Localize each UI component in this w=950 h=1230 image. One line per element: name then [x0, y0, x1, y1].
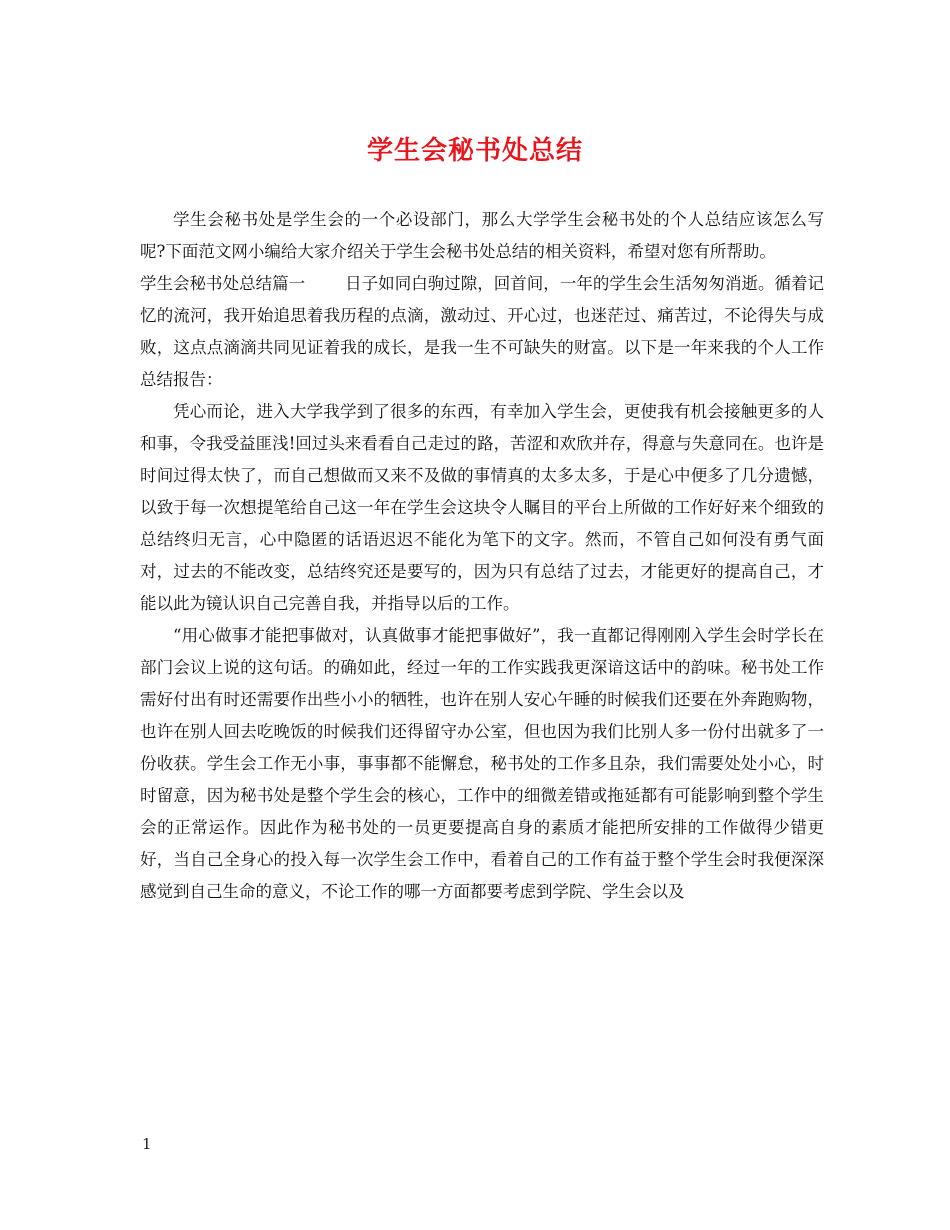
intro-paragraph: 学生会秘书处是学生会的一个必设部门，那么大学学生会秘书处的个人总结应该怎么写呢?下面范文网小编给大家介绍关于学生会秘书处总结的相关资料，希望对您有所帮助。 [140, 210, 824, 261]
section-heading: 学生会秘书处总结篇一 [140, 274, 306, 293]
document-title: 学生会秘书处总结 [366, 136, 583, 166]
body-paragraph-1: 凭心而论，进入大学我学到了很多的东西，有幸加入学生会，更使我有机会接触更多的人和事，令我受益匪浅!回过头来看看自己走过的路，苦涩和欢欣并存，得意与失意同在。也许是时间过得太快了，而自己想做而又来不及做的事情真的太多太多，于是心中便多了几分遗憾，以致于每一次想提笔给自己这一年在学生会这块令人瞩目的平台上所做的工作好好来个细致的总结终归无言，心中隐匿的话语迟迟不能化为笔下的文字。然而，不管自己如何没有勇气面对，过去的不能改变，总结终究还是要写的，因为只有总结了过去，才能更好的提高自己，才能以此为镜认识自己完善自我，并指导以后的工作。 [140, 402, 824, 613]
section-lead-text: 日子如同白驹过隙，回首间，一年的学生会生活匆匆消逝。循着记忆的流河，我开始追思着我历程的点滴，激动过、开心过，也迷茫过、痛苦过，不论得失与成败，这点点滴滴共同见证着我的成长，是我一生不可缺失的财富。以下是一年来我的个人工作总结报告： [140, 274, 825, 389]
body-paragraph-2: “用心做事才能把事做对，认真做事才能把事做好”，我一直都记得刚刚入学生会时学长在部门会议上说的这句话。的确如此，经过一年的工作实践我更深谙这话中的韵味。秘书处工作需好付出有时还需要作出些小小的牺牲，也许在别人安心午睡的时候我们还要在外奔跑购物，也许在别人回去吃晚饭的时候我们还得留守办公室，但也因为我们比别人多一份付出就多了一份收获。学生会工作无小事，事事都不能懈怠，秘书处的工作多且杂，我们需要处处小心，时时留意，因为秘书处是整个学生会的核心，工作中的细微差错或拖延都有可能影响到整个学生会的正常运作。因此作为秘书处的一员更要提高自身的素质才能把所安排的工作做得少错更好，当自己全身心的投入每一次学生会工作中，看着自己的工作有益于整个学生会时我便深深感觉到自己生命的意义，不论工作的哪一方面都要考虑到学院、学生会以及 [140, 626, 824, 901]
page-number: 1 [142, 1135, 152, 1153]
document-body [140, 204, 824, 908]
section-paragraph [140, 268, 824, 396]
